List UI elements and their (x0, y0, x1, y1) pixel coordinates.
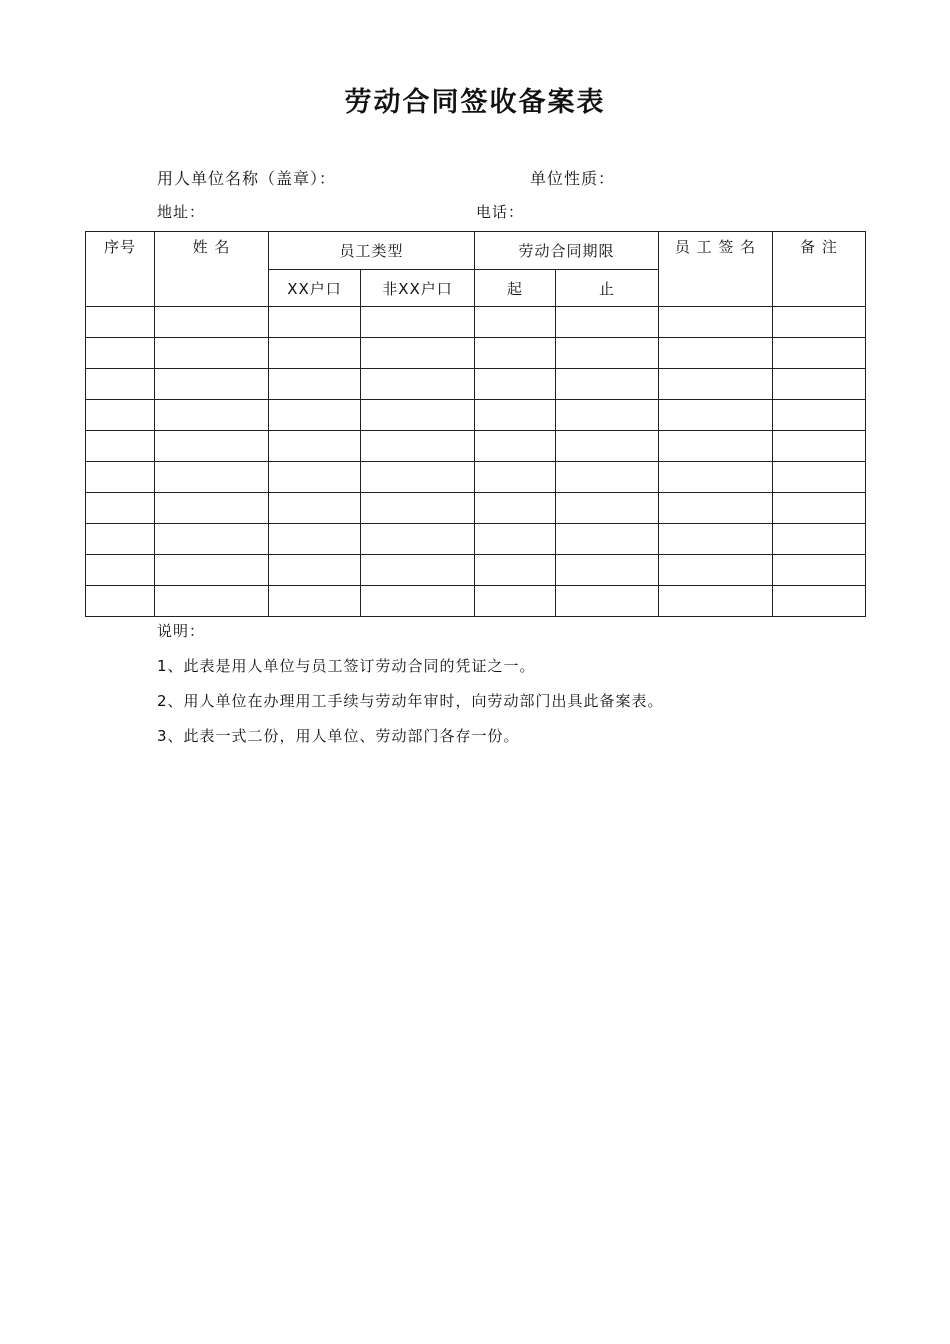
table-cell (269, 369, 361, 400)
table-cell (269, 493, 361, 524)
table-cell (361, 586, 475, 617)
table-cell (556, 555, 659, 586)
table-cell (475, 462, 556, 493)
table-cell (659, 524, 773, 555)
table-cell (475, 400, 556, 431)
table-cell (556, 493, 659, 524)
table-row (86, 307, 866, 338)
table-cell (556, 462, 659, 493)
table-cell (269, 400, 361, 431)
table-cell (361, 555, 475, 586)
table-cell (269, 524, 361, 555)
table-header-row (86, 232, 866, 270)
table-cell (86, 493, 155, 524)
table-cell (155, 493, 269, 524)
table-row (86, 400, 866, 431)
table-cell (659, 555, 773, 586)
table-row (86, 524, 866, 555)
header-name: 姓 名 (155, 232, 269, 307)
table-cell (659, 369, 773, 400)
table-cell (155, 524, 269, 555)
contract-record-table (85, 231, 866, 617)
table-cell (659, 462, 773, 493)
table-cell (475, 307, 556, 338)
table-cell (773, 555, 866, 586)
table-cell (86, 555, 155, 586)
table-cell (659, 586, 773, 617)
table-cell (86, 431, 155, 462)
table-cell (556, 400, 659, 431)
table-row (86, 493, 866, 524)
table-cell (361, 493, 475, 524)
table-cell (659, 338, 773, 369)
table-cell (475, 586, 556, 617)
table-cell (361, 338, 475, 369)
table-cell (659, 493, 773, 524)
table-cell (773, 493, 866, 524)
table-cell (361, 307, 475, 338)
note-item-1: 1、此表是用人单位与员工签订劳动合同的凭证之一。 (157, 657, 536, 675)
table-row (86, 369, 866, 400)
notes-section (157, 620, 664, 760)
header-employee-type: 员工类型 (269, 232, 475, 270)
table-cell (773, 431, 866, 462)
table-cell (155, 555, 269, 586)
subheader-non-local-hukou: 非XX户口 (361, 270, 475, 307)
table-cell (773, 338, 866, 369)
table-cell (155, 431, 269, 462)
table-cell (86, 462, 155, 493)
unit-nature-label: 单位性质： (530, 169, 616, 188)
table-row (86, 586, 866, 617)
table-cell (155, 462, 269, 493)
table-cell (773, 586, 866, 617)
table-cell (773, 524, 866, 555)
table-cell (155, 586, 269, 617)
table-cell (773, 462, 866, 493)
table-row (86, 431, 866, 462)
table-cell (659, 307, 773, 338)
table-cell (773, 307, 866, 338)
table-cell (86, 524, 155, 555)
table-cell (556, 338, 659, 369)
table-cell (155, 338, 269, 369)
table-cell (86, 400, 155, 431)
table-cell (155, 400, 269, 431)
table-cell (475, 369, 556, 400)
table-row (86, 555, 866, 586)
table-cell (269, 555, 361, 586)
header-remarks: 备 注 (773, 232, 866, 307)
table-cell (361, 524, 475, 555)
subheader-local-hukou: XX户口 (269, 270, 361, 307)
table-cell (269, 338, 361, 369)
table-cell (269, 586, 361, 617)
table-cell (556, 586, 659, 617)
table-cell (773, 400, 866, 431)
header-contract-period: 劳动合同期限 (475, 232, 659, 270)
table-cell (659, 400, 773, 431)
address-label: 地址： (157, 203, 206, 221)
table-cell (659, 431, 773, 462)
table-cell (475, 555, 556, 586)
table-cell (86, 369, 155, 400)
table-cell (556, 307, 659, 338)
table-cell (86, 586, 155, 617)
table-cell (556, 524, 659, 555)
header-signature: 员 工 签 名 (659, 232, 773, 307)
table-row (86, 462, 866, 493)
table-cell (361, 369, 475, 400)
table-cell (556, 369, 659, 400)
table-cell (475, 524, 556, 555)
table-cell (475, 431, 556, 462)
subheader-end: 止 (556, 270, 659, 307)
table-cell (86, 338, 155, 369)
notes-title: 说明： (157, 622, 206, 640)
subheader-start: 起 (475, 270, 556, 307)
form-title: 劳动合同签收备案表 (344, 87, 606, 118)
table-cell (361, 462, 475, 493)
table-cell (155, 369, 269, 400)
phone-label: 电话： (476, 203, 525, 221)
table-cell (86, 307, 155, 338)
employer-name-label: 用人单位名称（盖章）： (157, 169, 337, 188)
table-cell (155, 307, 269, 338)
table-cell (475, 493, 556, 524)
header-seq: 序号 (86, 232, 155, 307)
table-row (86, 338, 866, 369)
table-cell (475, 338, 556, 369)
table-cell (269, 431, 361, 462)
table-cell (269, 307, 361, 338)
table-cell (556, 431, 659, 462)
note-item-3: 3、此表一式二份，用人单位、劳动部门各存一份。 (157, 727, 520, 745)
table-cell (361, 431, 475, 462)
note-item-2: 2、用人单位在办理用工手续与劳动年审时，向劳动部门出具此备案表。 (157, 692, 664, 710)
table-cell (773, 369, 866, 400)
table-cell (361, 400, 475, 431)
table-cell (269, 462, 361, 493)
